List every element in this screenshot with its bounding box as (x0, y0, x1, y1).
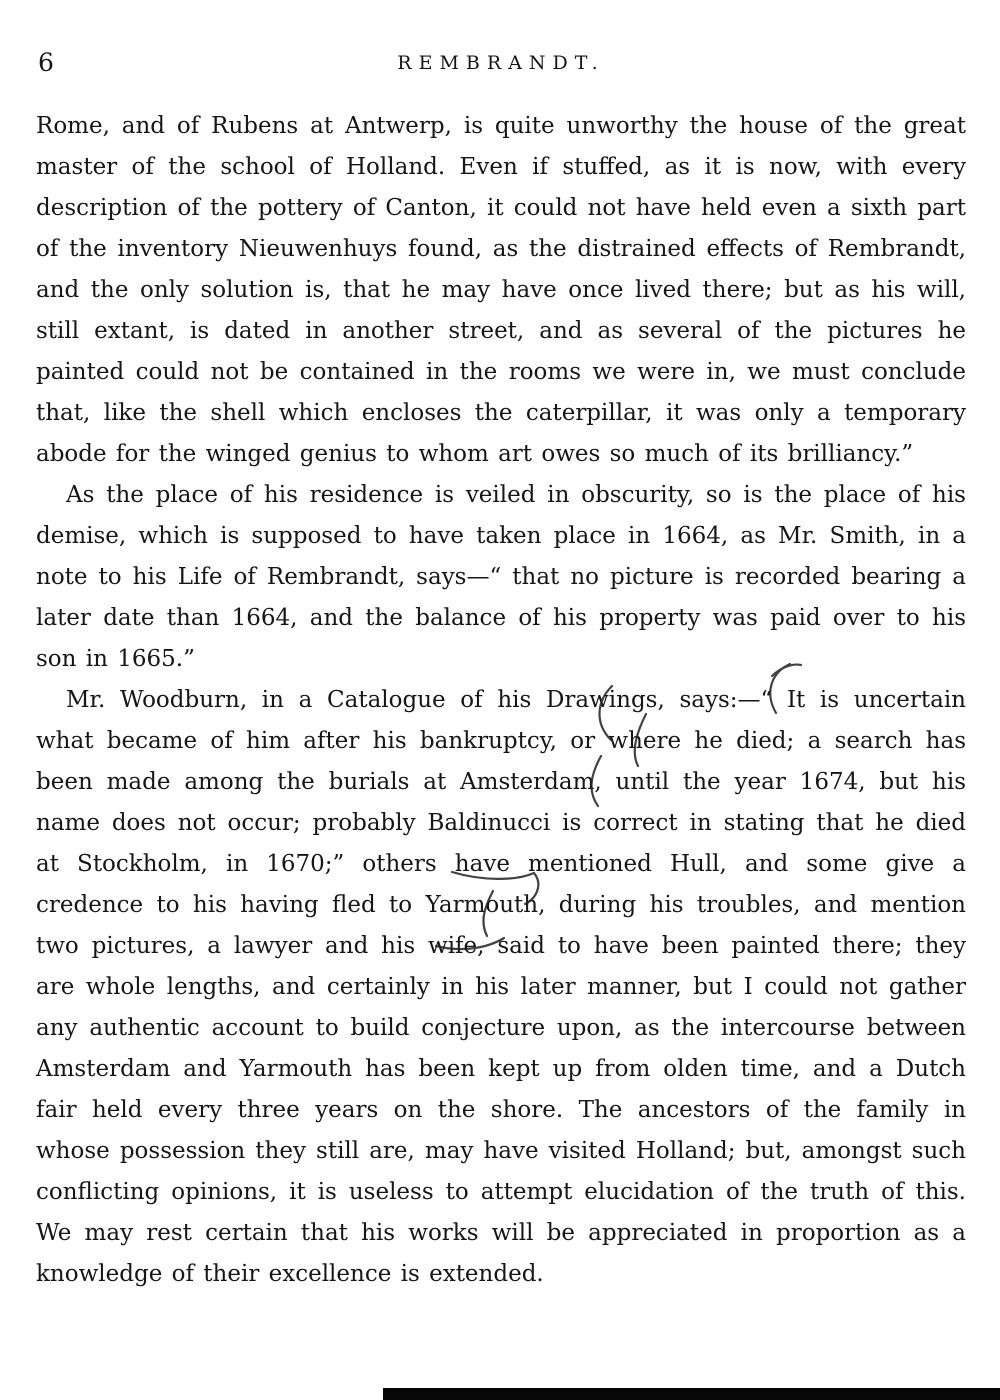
page-number: 6 (38, 48, 54, 77)
paragraph: Rome, and of Rubens at Antwerp, is quite unworthy the house of the great master of the school of Holland. Even if stuffed, as it is now, with every description of the pottery of Canton, it could not have held even a sixth part of the inventory Nieuwenhuys found, as the distrained effects of Rembrandt, and the only solution is, that he may have once lived there; but as his will, still extant, is dated in another street, and as several of the pictures he painted could not be contained in the rooms we were in, we must conclude that, like the shell which encloses the caterpillar, it was only a temporary abode for the winged genius to whom art owes so much of its brilliancy.” (36, 113, 966, 467)
running-title: REMBRANDT. (397, 52, 605, 74)
paragraph: Mr. Woodburn, in a Catalogue of his Drawings, says:—“ It is uncertain what became of him after his bankruptcy, or where he died; a search has been made among the burials at Amsterdam, until the year 1674, but his name does not occur; probably Baldinucci is correct in stating that he died at Stockholm, in 1670;” others have mentioned Hull, and some give a credence to his having fled to Yarmouth, during his troubles, and mention two pictures, a lawyer and his wife, said to have been painted there; they are whole lengths, and certainly in his later manner, but I could not gather any authentic account to build conjecture upon, as the intercourse between Amsterdam and Yarmouth has been kept up from olden time, and a Dutch fair held every three years on the shore. The ancestors of the family in whose possession they still are, may have visited Holland; but, amongst such conflicting opinions, it is useless to attempt elucidation of the truth of this. We may rest certain that his works will be appreciated in proportion as a knowledge of their excellence is extended. (36, 687, 966, 1287)
body-text (36, 106, 966, 1295)
scan-artifact-bar (383, 1388, 1000, 1400)
page-header (36, 46, 966, 90)
paragraph: As the place of his residence is veiled in obscurity, so is the place of his demise, which is supposed to have taken place in 1664, as Mr. Smith, in a note to his Life of Rembrandt, says—“ that no picture is recorded bearing a later date than 1664, and the balance of his property was paid over to his son in 1665.” (36, 482, 966, 672)
